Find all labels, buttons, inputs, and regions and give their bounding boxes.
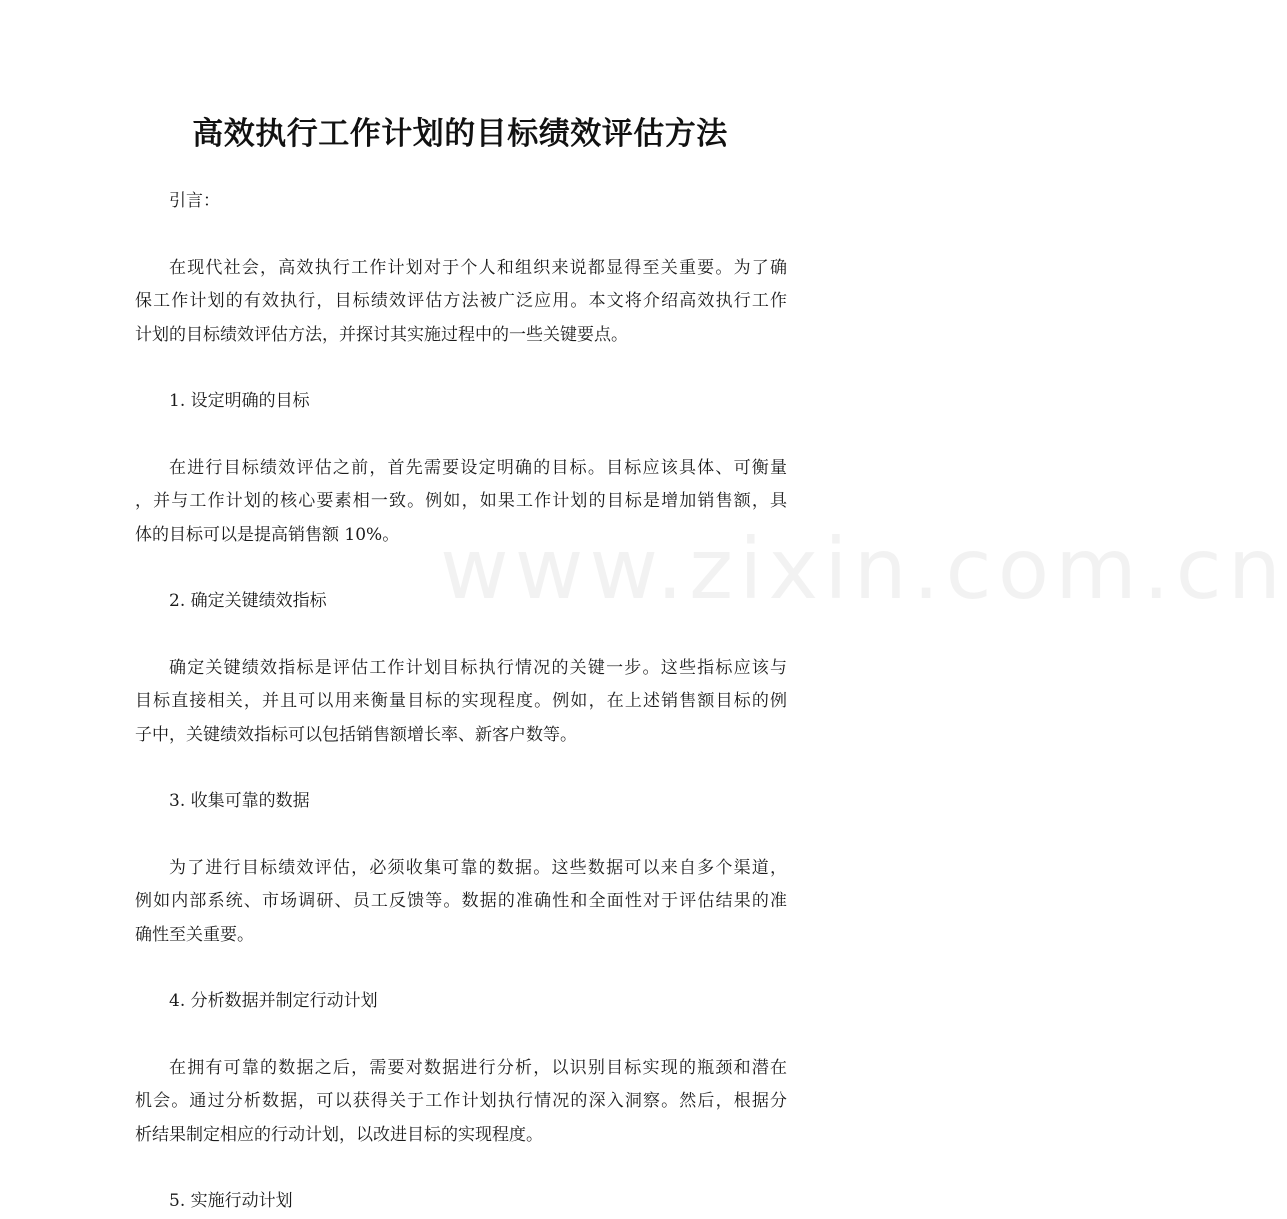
paragraph-line: ，并与工作计划的核心要素相一致。例如，如果工作计划的目标是增加销售额，具 — [135, 491, 787, 511]
paragraph-line: 在现代社会，高效执行工作计划对于个人和组织来说都显得至关重要。为了确 — [169, 257, 787, 278]
intro-label: 引言： — [169, 191, 220, 211]
paragraph-gap — [135, 819, 787, 852]
paragraph-line: 计划的目标绩效评估方法，并探讨其实施过程中的一些关键要点。 — [135, 324, 628, 345]
section-paragraph-3 — [135, 852, 787, 953]
paragraph-gap — [135, 552, 787, 585]
section-heading-1: 1. 设定明确的目标 — [169, 391, 310, 411]
paragraph-line: 确定关键绩效指标是评估工作计划目标执行情况的关键一步。这些指标应该与 — [169, 657, 787, 678]
section-paragraph-4 — [135, 1052, 787, 1153]
document-body — [135, 185, 787, 1219]
paragraph-gap — [135, 352, 787, 385]
paragraph-line: 保工作计划的有效执行，目标绩效评估方法被广泛应用。本文将介绍高效执行工作 — [135, 291, 787, 311]
paragraph-gap — [135, 752, 787, 785]
section-heading-5: 5. 实施行动计划 — [169, 1191, 293, 1211]
section-heading-4: 4. 分析数据并制定行动计划 — [169, 991, 378, 1011]
document-title: 高效执行工作计划的目标绩效评估方法 — [192, 116, 728, 152]
section-paragraph-2 — [135, 652, 787, 753]
paragraph-gap — [135, 219, 787, 252]
paragraph-line: 确性至关重要。 — [135, 924, 254, 945]
paragraph-line: 在进行目标绩效评估之前，首先需要设定明确的目标。目标应该具体、可衡量 — [169, 457, 787, 478]
paragraph-line: 机会。通过分析数据，可以获得关于工作计划执行情况的深入洞察。然后，根据分 — [135, 1091, 787, 1111]
watermark: www.zixin.com.cn — [440, 520, 1287, 618]
intro-paragraph — [135, 252, 787, 353]
section-heading-2: 2. 确定关键绩效指标 — [169, 591, 327, 611]
paragraph-line: 体的目标可以是提高销售额 10%。 — [135, 524, 400, 545]
paragraph-gap — [135, 419, 787, 452]
paragraph-line: 在拥有可靠的数据之后，需要对数据进行分析，以识别目标实现的瓶颈和潜在 — [169, 1057, 787, 1078]
paragraph-gap — [135, 952, 787, 985]
paragraph-line: 析结果制定相应的行动计划，以改进目标的实现程度。 — [135, 1124, 543, 1145]
paragraph-gap — [135, 1019, 787, 1052]
paragraph-line: 为了进行目标绩效评估，必须收集可靠的数据。这些数据可以来自多个渠道， — [169, 857, 787, 878]
paragraph-gap — [135, 1152, 787, 1185]
paragraph-gap — [135, 619, 787, 652]
section-paragraph-1 — [135, 452, 787, 553]
section-heading-3: 3. 收集可靠的数据 — [169, 791, 310, 811]
paragraph-line: 目标直接相关，并且可以用来衡量目标的实现程度。例如，在上述销售额目标的例 — [135, 691, 787, 711]
paragraph-line: 子中，关键绩效指标可以包括销售额增长率、新客户数等。 — [135, 724, 577, 745]
paragraph-line: 例如内部系统、市场调研、员工反馈等。数据的准确性和全面性对于评估结果的准 — [135, 891, 787, 911]
